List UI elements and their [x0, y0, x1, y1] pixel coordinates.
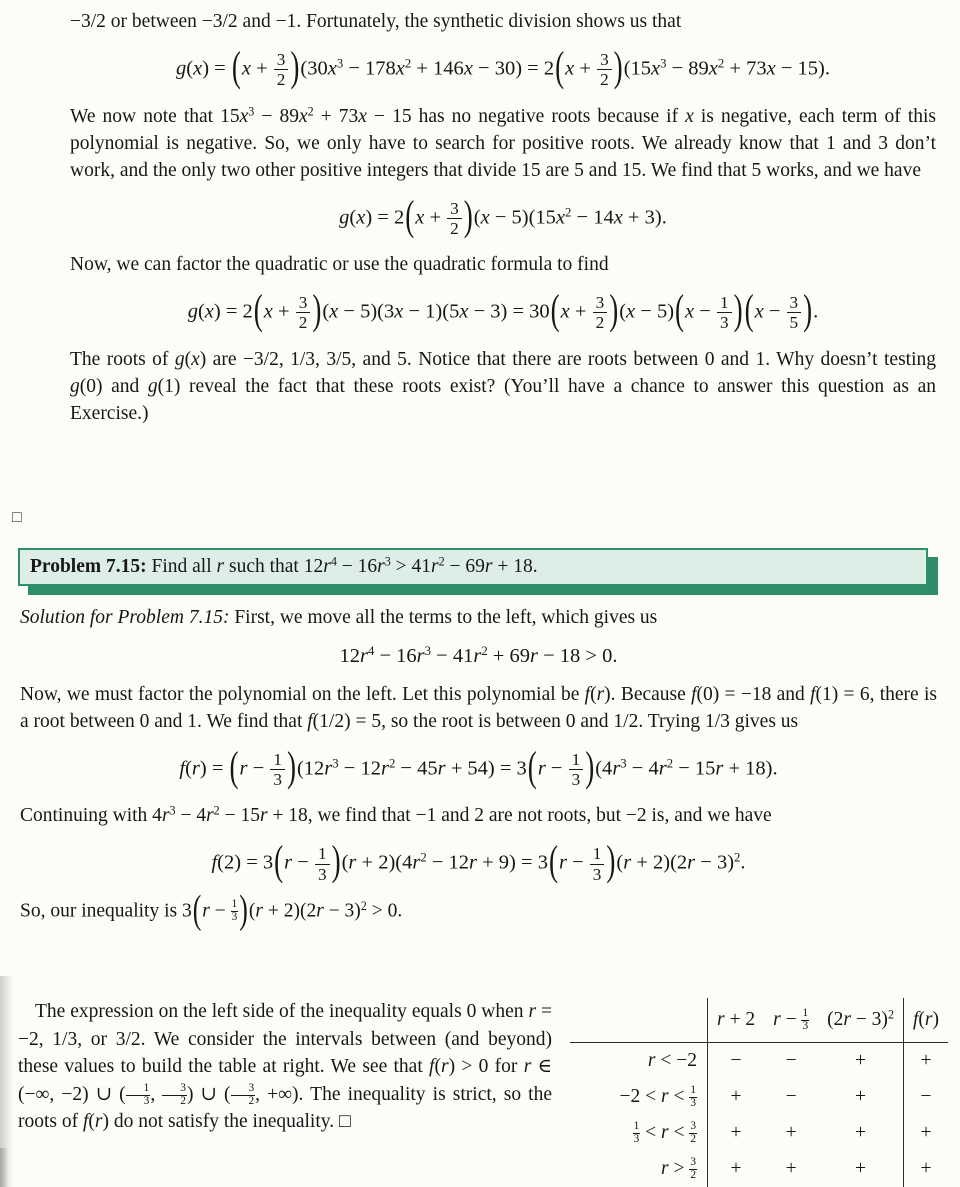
solution-label: Solution for Problem 7.15: [20, 607, 230, 628]
solution-block [20, 604, 938, 932]
sign-table-head-row [570, 998, 948, 1043]
table-row [570, 1079, 948, 1115]
row-interval-label: r < −2 [570, 1043, 708, 1080]
equation-g-factored-2: g(x) = 2(x + $\frac{3}{2}$ )$(x - 5)(15x^2 - 14x + 3)$. [339, 192, 667, 239]
bottom-two-column-section [18, 998, 948, 1187]
sign-cell: + [730, 1086, 742, 1107]
table-header-cell: r + 2 [708, 998, 765, 1043]
equation-f-fully-factored: f(2) = 3(r − $\frac{1}{3}$ )$(r + 2)(4r^2 - 12r + 9) = 3(r$ − $\frac{1}{3}$ )$(r + 2)(2r - 3)^2$. [211, 837, 746, 885]
paragraph-final-inequality: So, our inequality is 3(r − $\frac{1}{3}$ )$(r + 2)(2r - 3)^2 > 0$. [20, 886, 403, 932]
sign-cell: + [855, 1086, 867, 1107]
sign-cell: − [785, 1086, 797, 1107]
paragraph-no-negative-roots: We now note that $15x^3 - 89x^2 + 73x - 15$ has no negative roots because if x is negative, each term of this polynomial is negative. So, we only have to search for positive roots. We already know that 1 and 3 don’t work, and the only two other positive integers that divide 15 are 5 and 15. We find that 5 works, and we have [70, 103, 936, 181]
sign-cell: + [730, 1158, 742, 1179]
equation-inequality-moved-left: $12r^4 - 16r^3 - 41r^2 + 69r - 18 > 0$. [339, 644, 618, 667]
table-corner-cell [570, 998, 708, 1043]
row-interval-label: $\frac{1}{3}$ < r < $\frac{3}{2}$ [570, 1115, 708, 1151]
sign-cell: − [730, 1050, 742, 1071]
sign-cell: + [785, 1158, 797, 1179]
equation-f-factored-1: f(r) = (r − $\frac{1}{3}$ )$(12r^3 - 12r^2 - 45r + 54) = 3(r$ − $\frac{1}{3}$ )$(4r^3 - 4r^2 - 15r + 18)$. [179, 743, 778, 790]
sign-table [570, 998, 948, 1187]
scan-edge-shadow-dark [0, 1148, 8, 1187]
table-row [570, 1043, 948, 1080]
paragraph-roots-of-g: The roots of g(x) are −3/2, 1/3, 3/5, and 5. Notice that there are roots between 0 and 1. Why doesn’t testing g(0) and g(1) reveal the fact that these roots exist? (You’ll have a chance to answer this question as an Exercise.) [70, 348, 936, 424]
table-row [570, 1151, 948, 1187]
sign-cell: + [903, 1151, 948, 1187]
paragraph-continuing-cubic: Continuing with $4r^3 - 4r^2 - 15r + 18$, we find that −1 and 2 are not roots, but −2 is, and we have [20, 803, 772, 827]
sign-cell: − [785, 1050, 797, 1071]
sign-cell: + [855, 1050, 867, 1071]
paragraph-interval-analysis: The expression on the left side of the inequality equals 0 when r = −2, 1/3, or 3/2. We consider the intervals between (and beyond) these values to build the table at right. We see that f(r) > 0 for r ∈ (−∞, −2) ∪ ( $\frac{1}{3}$ , $\frac{3}{2}$ ) ∪ ( $\frac{3}{2}$ , +∞). The inequality is strict, so the roots of f(r) do not satisfy the inequality. □ [18, 1001, 553, 1132]
sign-cell: + [855, 1122, 867, 1143]
sign-cell: + [785, 1122, 797, 1143]
paragraph-factor-quadratic: Now, we can factor the quadratic or use the quadratic formula to find [70, 254, 609, 276]
sign-cell: + [903, 1043, 948, 1080]
sign-table-body [570, 1043, 948, 1187]
top-text-block [70, 8, 936, 427]
table-header-cell: f(r) [903, 998, 948, 1043]
sign-cell: + [903, 1115, 948, 1151]
sign-cell: + [730, 1122, 742, 1143]
problem-label: Problem 7.15: [30, 556, 147, 577]
paragraph-continuation: −3/2 or between −3/2 and −1. Fortunately, the synthetic division shows us that [70, 11, 682, 32]
qed-square: □ [12, 509, 22, 526]
row-interval-label: r > $\frac{3}{2}$ [570, 1151, 708, 1187]
solution-intro-line [20, 604, 937, 631]
problem-statement: Find all r such that $12r^4 - 16r^3 > 41r^2 - 69r + 18$. [151, 554, 538, 577]
sign-table-container [568, 998, 948, 1187]
row-interval-label: −2 < r < $\frac{1}{3}$ [570, 1079, 708, 1115]
table-row [570, 1115, 948, 1151]
table-header-cell: $(2r - 3)^2$ [818, 998, 903, 1043]
sign-cell: + [855, 1158, 867, 1179]
equation-g-factored-1: g(x) = (x + $\frac{3}{2}$ )$(30x^3 - 178x^2 + 146x - 30) = 2(x$ + $\frac{3}{2}$ )$(15x^3 - 89x^2 + 73x - 15)$. [176, 43, 830, 91]
sign-cell: − [903, 1079, 948, 1115]
paragraph-factor-f: Now, we must factor the polynomial on the left. Let this polynomial be f(r). Because f(0) = −18 and f(1) = 6, there is a root between 0 and 1. We find that f(1/2) = 5, so the root is between 0 and 1/2. Trying 1/3 gives us [20, 683, 938, 732]
table-header-cell: r − $\frac{1}{3}$ [764, 998, 818, 1043]
sign-table-head [570, 998, 948, 1043]
problem-box [18, 548, 928, 586]
equation-g-fully-factored: g(x) = 2(x + $\frac{3}{2}$ )(x − 5)(3x − 1)(5x − 3) = 30(x + $\frac{3}{2}$ )(x − 5)(x − $\frac{1}{3}$ )(x − $\frac{3}{5}$ ). [187, 286, 819, 334]
solution-intro-text: First, we move all the terms to the left, which gives us [234, 607, 658, 628]
